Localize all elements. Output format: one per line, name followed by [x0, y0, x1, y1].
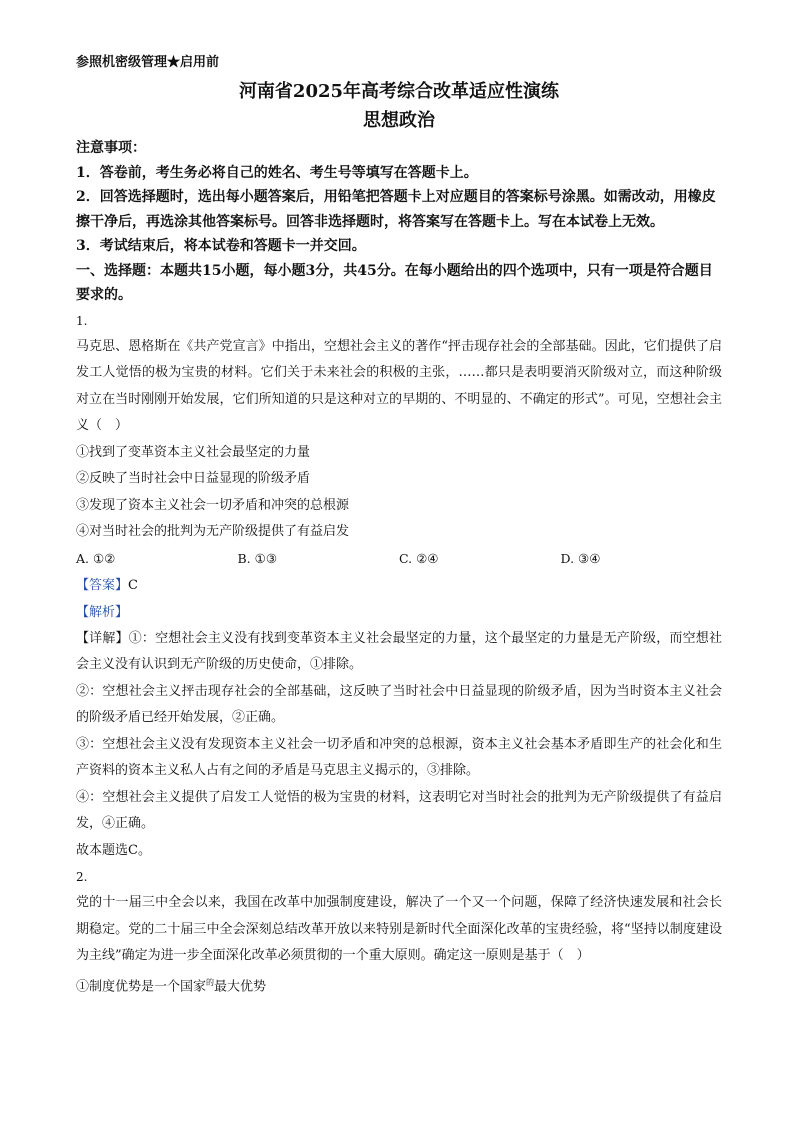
section-heading: 一、选择题：本题共15小题，每小题3分，共45分。在每小题给出的四个选项中，只有一项是符合题目要求的。	[76, 262, 713, 303]
detail-paragraph-1: 【详解】①：空想社会主义没有找到变革资本主义社会最坚定的力量，这个最坚定的力量是无产阶级，而空想社会主义没有认识到无产阶级的历史使命，①排除。	[76, 630, 722, 672]
question-1-statement-3: ③发现了资本主义社会一切矛盾和冲突的总根源	[76, 497, 350, 513]
question-1-statement-4: ④对当时社会的批判为无产阶级提供了有益启发	[76, 524, 350, 539]
question-1-number: 1.	[76, 313, 88, 328]
option-a: A. ①②	[76, 550, 116, 566]
question-2-number: 2.	[76, 870, 88, 884]
question-1-statement-2: ②反映了当时社会中日益显现的阶级矛盾	[76, 471, 311, 486]
question-1-options	[76, 546, 722, 572]
question-1-statement-1: ①找到了变革资本主义社会最坚定的力量	[76, 444, 311, 460]
answer-line	[76, 572, 722, 599]
subject-title: 思想政治	[363, 110, 435, 131]
question-2-statement-1: ①制度优势是一个国家$^的$最大优势	[76, 977, 267, 994]
confidential-label: 参照机密级管理★启用前	[76, 55, 220, 70]
detail-paragraph-2: ②：空想社会主义抨击现存社会的全部基础，这反映了当时社会中日益显现的阶级矛盾，因为当时资本主义社会的阶级矛盾已经开始发展，②正确。	[76, 683, 722, 725]
notice-item-3: 3．考试结束后，将本试卷和答题卡一并交回。	[76, 238, 366, 254]
exam-page	[76, 52, 722, 1000]
question-2-stem: 党的十一届三中全会以来，我国在改革中加强制度建设，解决了一个又一个问题，保障了经济快速发展和社会长期稳定。党的二十届三中全会深刻总结改革开放以来特别是新时代全面深化改革的宝贵经验，将“坚持以制度建设为主线”确定为进一步全面深化改革必须贯彻的一个重大原则。确定这一原则是基于（ ）	[76, 895, 722, 963]
option-b: B. ①③	[237, 550, 278, 566]
option-c: C. ②④	[399, 550, 439, 566]
answer-label: 【答案】	[76, 577, 129, 593]
analysis-label: 【解析】	[76, 604, 129, 620]
detail-paragraph-3: ③：空想社会主义没有发现资本主义社会一切矛盾和冲突的总根源，资本主义社会基本矛盾即生产的社会化和生产资料的资本主义私人占有之间的矛盾是马克思主义揭示的，③排除。	[76, 736, 722, 778]
answer-value: C	[128, 577, 138, 593]
notice-item-1: 1．答卷前，考生务必将自己的姓名、考生号等填写在答题卡上。	[76, 164, 478, 181]
question-1-stem: 马克思、恩格斯在《共产党宣言》中指出，空想社会主义的著作“抨击现存社会的全部基础。因此，它们提供了启发工人觉悟的极为宝贵的材料。它们关于未来社会的积极的主张，……都只是表明要消灭阶级对立，而这种阶级对立在当时刚刚开始发展，它们所知道的只是这种对立的早期的、不明显的、不确定的形式”。可见，空想社会主义（ ）	[76, 338, 722, 433]
option-d: D. ③④	[560, 550, 601, 566]
conclusion: 故本题选C。	[76, 842, 151, 858]
notice-item-2: 2．回答选择题时，选出每小题答案后，用铅笔把答题卡上对应题目的答案标号涂黑。如需改动，用橡皮擦干净后，再选涂其他答案标号。回答非选择题时，将答案写在答题卡上。写在本试卷上无效。	[76, 189, 716, 230]
notice-heading: 注意事项：	[76, 140, 146, 156]
exam-title: 河南省2025年高考综合改革适应性演练	[238, 81, 560, 102]
detail-paragraph-4: ④：空想社会主义提供了启发工人觉悟的极为宝贵的材料，这表明它对当时社会的批判为无产阶级提供了有益启发，④正确。	[76, 789, 722, 831]
